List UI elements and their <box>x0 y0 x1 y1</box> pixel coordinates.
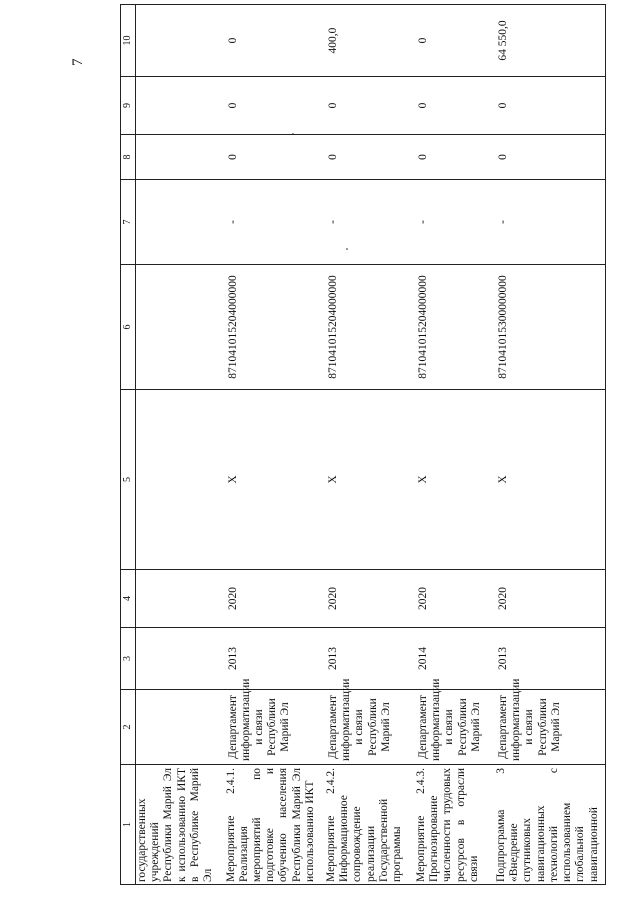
table-row <box>411 5 491 885</box>
end-year-cell <box>136 570 221 628</box>
program-name-cell: Мероприятие 2.4.3. Прогнозирование численности трудовых ресурсов в отрасли связи <box>411 765 491 885</box>
column-number: 10 <box>121 5 136 77</box>
table-row <box>491 5 605 885</box>
department-cell <box>136 690 221 765</box>
column-number: 7 <box>121 180 136 265</box>
dash-cell: - <box>411 180 491 265</box>
budget-code-cell: 871041015204000000 <box>221 265 322 390</box>
column-number: 6 <box>121 265 136 390</box>
department-cell: Департамент информатизации и связи Республики Марий Эл <box>411 690 491 765</box>
value-cell: 0 <box>411 135 491 180</box>
budget-code-cell <box>136 265 221 390</box>
table-row <box>321 5 411 885</box>
value-cell: 0 <box>321 135 411 180</box>
end-year-cell: 2020 <box>321 570 411 628</box>
start-year-cell <box>136 628 221 690</box>
program-name-cell: государственных учреждений Республики Марий Эл к использованию ИКТ в Республике Марий Эл <box>136 765 221 885</box>
value-cell: 0 <box>411 77 491 135</box>
x-mark-cell: X <box>221 390 322 570</box>
column-number: 1 <box>121 765 136 885</box>
program-name-cell: Подпрограмма 3 «Внедрение спутниковых навигационных технологий с использованием глобальной навигационной <box>491 765 605 885</box>
budget-code-cell: 871041015204000000 <box>411 265 491 390</box>
value-cell: 64 550,0 <box>491 5 605 77</box>
value-cell: 400,0 <box>321 5 411 77</box>
table-row <box>136 5 221 885</box>
x-mark-cell <box>136 390 221 570</box>
end-year-cell: 2020 <box>221 570 322 628</box>
start-year-cell: 2013 <box>491 628 605 690</box>
value-cell <box>136 135 221 180</box>
column-number: 8 <box>121 135 136 180</box>
dash-cell: - <box>491 180 605 265</box>
value-cell <box>136 77 221 135</box>
program-name-cell: Мероприятие 2.4.2. Информационное сопровождение реализации Государственной программы <box>321 765 411 885</box>
x-mark-cell: X <box>411 390 491 570</box>
dash-cell: - <box>221 180 322 265</box>
end-year-cell: 2020 <box>411 570 491 628</box>
value-cell: 0 <box>221 77 322 135</box>
department-cell: Департамент информатизации и связи Республики Марий Эл <box>321 690 411 765</box>
budget-code-cell: 871041015204000000 <box>321 265 411 390</box>
x-mark-cell: X <box>321 390 411 570</box>
program-name-cell: Мероприятие 2.4.1. Реализация мероприятий по подготовке и обучению населения Республики Марий Эл использованию ИКТ <box>221 765 322 885</box>
rotated-table-container <box>120 5 600 885</box>
column-number: 2 <box>121 690 136 765</box>
budget-table <box>120 4 606 885</box>
column-number: 3 <box>121 628 136 690</box>
start-year-cell: 2013 <box>221 628 322 690</box>
budget-code-cell: 871041015300000000 <box>491 265 605 390</box>
column-number: 4 <box>121 570 136 628</box>
start-year-cell: 2014 <box>411 628 491 690</box>
dash-cell: - <box>321 180 411 265</box>
value-cell: 0 <box>411 5 491 77</box>
column-number: 9 <box>121 77 136 135</box>
page-number: 7 <box>70 58 86 66</box>
end-year-cell: 2020 <box>491 570 605 628</box>
department-cell: Департамент информатизации и связи Республики Марий Эл <box>491 690 605 765</box>
value-cell <box>136 5 221 77</box>
column-number-row <box>121 5 136 885</box>
table-row <box>221 5 322 885</box>
value-cell: 0 <box>321 77 411 135</box>
column-number: 5 <box>121 390 136 570</box>
start-year-cell: 2013 <box>321 628 411 690</box>
value-cell: 0 <box>221 5 322 77</box>
department-cell: Департамент информатизации и связи Республики Марий Эл <box>221 690 322 765</box>
value-cell: 0 <box>491 77 605 135</box>
dash-cell <box>136 180 221 265</box>
x-mark-cell: X <box>491 390 605 570</box>
value-cell: 0 <box>491 135 605 180</box>
value-cell: 0 <box>221 135 322 180</box>
